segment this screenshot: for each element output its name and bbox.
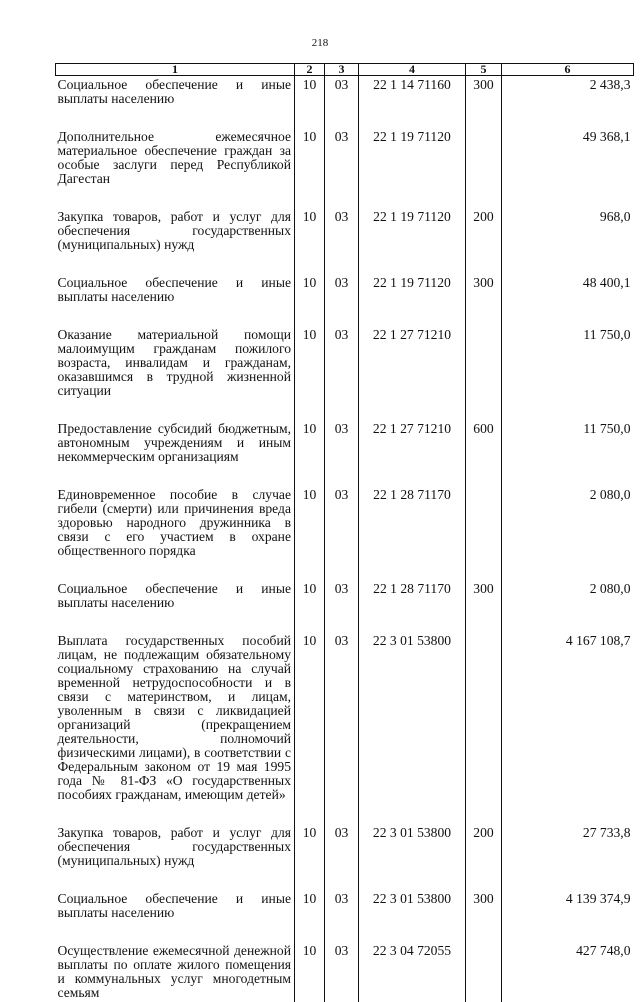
table-row [56, 128, 634, 208]
amount: 2 080,0 [502, 580, 634, 632]
subsection-code: 03 [325, 326, 359, 420]
table-header-row [56, 64, 634, 76]
expense-type-code: 300 [466, 580, 502, 632]
section-code: 10 [295, 824, 325, 890]
table-row [56, 420, 634, 486]
section-code: 10 [295, 326, 325, 420]
amount: 11 750,0 [502, 420, 634, 486]
expense-type-code: 300 [466, 76, 502, 129]
page-number: 218 [311, 37, 329, 49]
header-cell: 5 [466, 64, 502, 76]
expense-type-code [466, 632, 502, 824]
section-code: 10 [295, 76, 325, 129]
amount: 4 167 108,7 [502, 632, 634, 824]
target-article-code: 22 1 14 71160 [359, 76, 466, 129]
row-name: Осуществление ежемесячной денежной выплаты по оплате жилого помещения и коммунальных услуг многодетным семьям [57, 943, 291, 1000]
section-code: 10 [295, 632, 325, 824]
row-name: Предоставление субсидий бюджетным, автономным учреждениям и иным некоммерческим организациям [57, 421, 291, 464]
target-article-code: 22 1 28 71170 [359, 580, 466, 632]
expense-type-code: 200 [466, 208, 502, 274]
row-name: Выплата государственных пособий лицам, не подлежащим обязательному социальному страхованию на случай временной нетрудоспособности и в связи с материнством, и лицам, уволенным в связи с ликвидацией организаций (прекращением деятельности, полномочий физическими лицами), в соответствии с Федеральным законом от 19 мая 1995 года № 81-ФЗ «О государственных пособиях гражданам, имеющим детей» [57, 633, 291, 802]
subsection-code: 03 [325, 128, 359, 208]
row-name: Закупка товаров, работ и услуг для обеспечения государственных (муниципальных) нужд [57, 825, 291, 868]
amount: 27 733,8 [502, 824, 634, 890]
table-row [56, 942, 634, 1002]
subsection-code: 03 [325, 486, 359, 580]
subsection-code: 03 [325, 274, 359, 326]
amount: 48 400,1 [502, 274, 634, 326]
expense-type-code: 300 [466, 890, 502, 942]
expense-type-code: 300 [466, 274, 502, 326]
amount: 968,0 [502, 208, 634, 274]
row-name: Социальное обеспечение и иные выплаты населению [57, 77, 291, 106]
target-article-code: 22 1 27 71210 [359, 420, 466, 486]
header-cell: 4 [359, 64, 466, 76]
target-article-code: 22 1 19 71120 [359, 208, 466, 274]
amount: 49 368,1 [502, 128, 634, 208]
subsection-code: 03 [325, 76, 359, 129]
expense-type-code [466, 128, 502, 208]
section-code: 10 [295, 486, 325, 580]
row-name: Оказание материальной помощи малоимущим гражданам пожилого возраста, инвалидам и гражданам, оказавшимся в трудной жизненной ситуации [57, 327, 291, 398]
section-code: 10 [295, 420, 325, 486]
target-article-code: 22 3 04 72055 [359, 942, 466, 1002]
row-name: Социальное обеспечение и иные выплаты населению [57, 891, 291, 920]
row-name: Дополнительное ежемесячное материальное обеспечение граждан за особые заслуги перед Республикой Дагестан [57, 129, 291, 186]
target-article-code: 22 1 27 71210 [359, 326, 466, 420]
row-name: Социальное обеспечение и иные выплаты населению [57, 275, 291, 304]
amount: 4 139 374,9 [502, 890, 634, 942]
header-cell: 3 [325, 64, 359, 76]
subsection-code: 03 [325, 942, 359, 1002]
subsection-code: 03 [325, 420, 359, 486]
header-cell: 6 [502, 64, 634, 76]
section-code: 10 [295, 942, 325, 1002]
amount: 2 080,0 [502, 486, 634, 580]
table-row [56, 76, 634, 129]
target-article-code: 22 1 19 71120 [359, 274, 466, 326]
table-row [56, 632, 634, 824]
subsection-code: 03 [325, 580, 359, 632]
table-row [56, 208, 634, 274]
subsection-code: 03 [325, 890, 359, 942]
subsection-code: 03 [325, 824, 359, 890]
section-code: 10 [295, 128, 325, 208]
target-article-code: 22 3 01 53800 [359, 890, 466, 942]
budget-table [55, 63, 634, 1002]
table-row [56, 580, 634, 632]
expense-type-code [466, 486, 502, 580]
section-code: 10 [295, 890, 325, 942]
subsection-code: 03 [325, 632, 359, 824]
header-cell: 1 [56, 64, 295, 76]
table-row [56, 890, 634, 942]
target-article-code: 22 3 01 53800 [359, 824, 466, 890]
header-cell: 2 [295, 64, 325, 76]
target-article-code: 22 1 19 71120 [359, 128, 466, 208]
amount: 11 750,0 [502, 326, 634, 420]
section-code: 10 [295, 274, 325, 326]
amount: 2 438,3 [502, 76, 634, 129]
expense-type-code [466, 942, 502, 1002]
row-name: Социальное обеспечение и иные выплаты населению [57, 581, 291, 610]
amount: 427 748,0 [502, 942, 634, 1002]
target-article-code: 22 3 01 53800 [359, 632, 466, 824]
section-code: 10 [295, 208, 325, 274]
row-name: Единовременное пособие в случае гибели (смерти) или причинения вреда здоровью народного дружинника в связи с его участием в охране общественного порядка [57, 487, 291, 558]
table-row [56, 824, 634, 890]
target-article-code: 22 1 28 71170 [359, 486, 466, 580]
table-row [56, 326, 634, 420]
section-code: 10 [295, 580, 325, 632]
subsection-code: 03 [325, 208, 359, 274]
expense-type-code: 200 [466, 824, 502, 890]
expense-type-code [466, 326, 502, 420]
table-row [56, 486, 634, 580]
expense-type-code: 600 [466, 420, 502, 486]
row-name: Закупка товаров, работ и услуг для обеспечения государственных (муниципальных) нужд [57, 209, 291, 252]
table-row [56, 274, 634, 326]
